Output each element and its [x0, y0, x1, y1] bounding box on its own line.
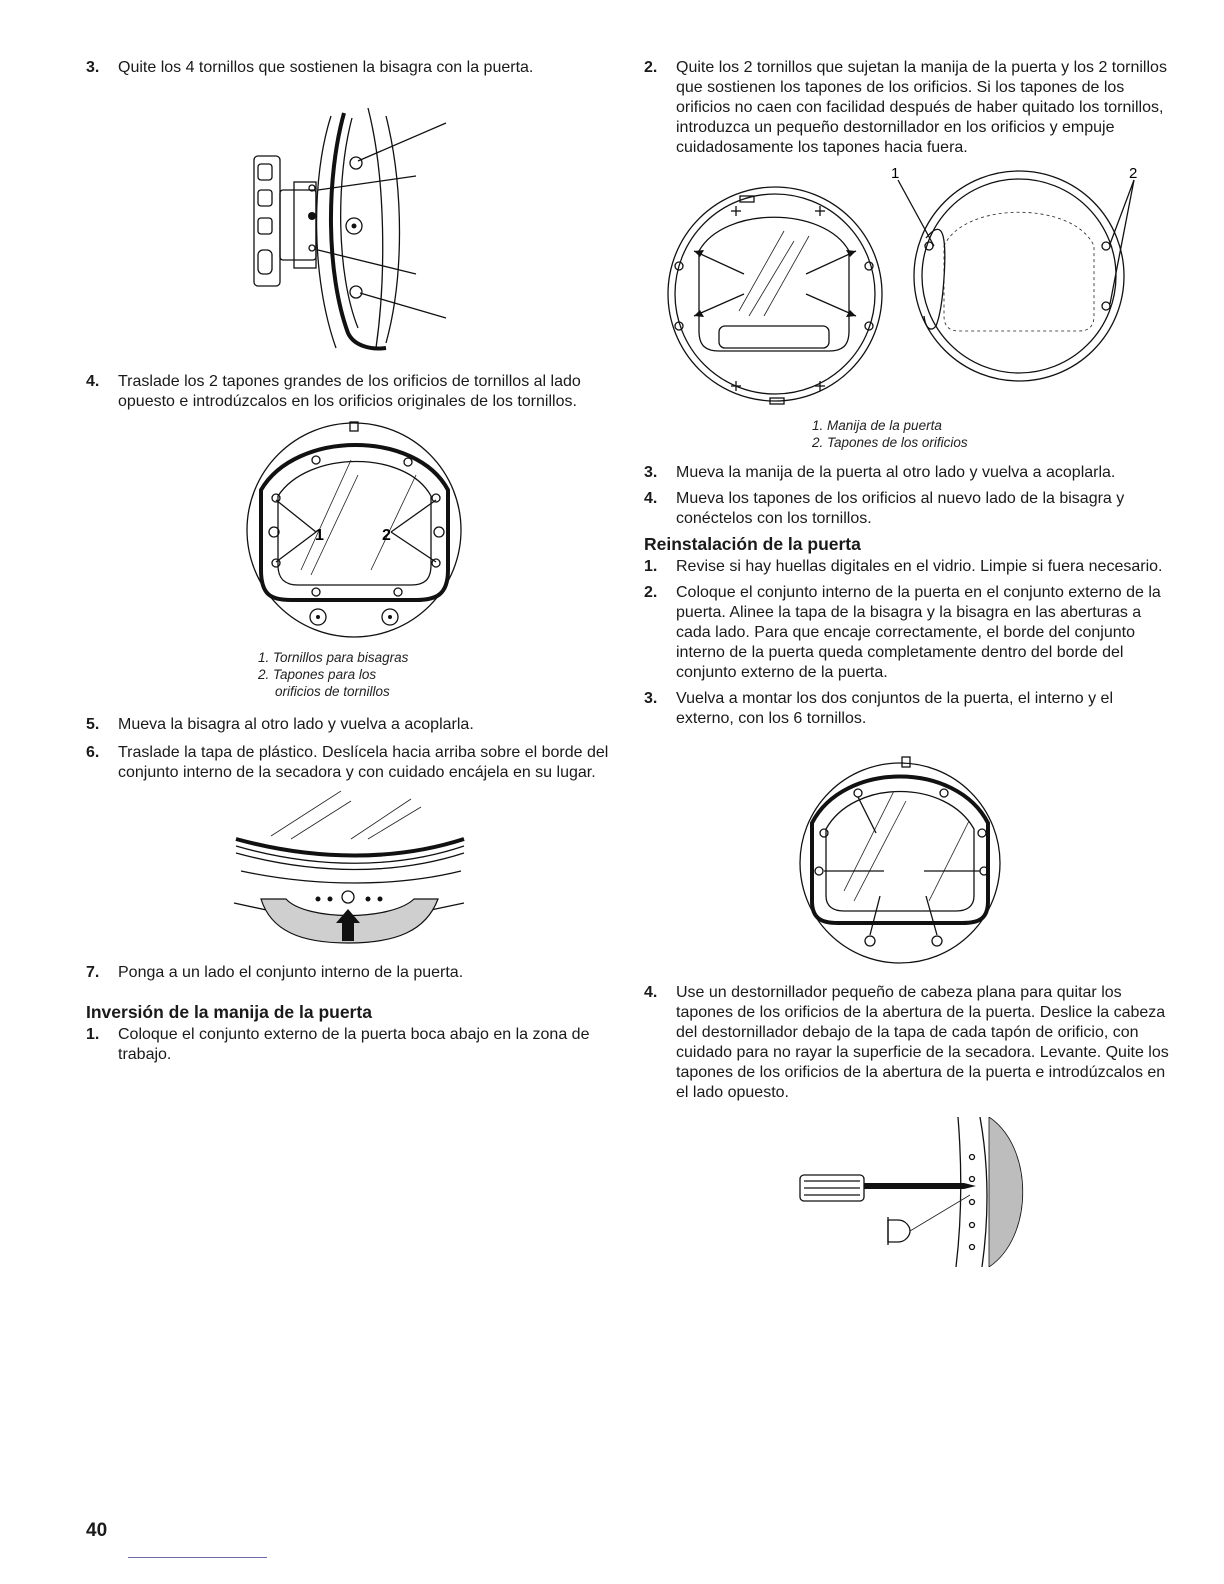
plastic-cover-illustration	[86, 791, 611, 951]
step-check-fingerprints	[644, 557, 1174, 577]
step-remove-handle-screws	[644, 58, 1174, 158]
step-text: Use un destornillador pequeño de cabeza plana para quitar los tapones de los orificios de la abertura de la puerta. Deslice la cabeza del destornillador debajo de la tapa de cada tapón de orificio, con cuidado para no rayar la superficie de la secadora. Levante. Quite los tapones de los orificios de la abertura de la puerta e introdúzcalos en el lado opuesto.	[676, 984, 1169, 1101]
step-text: Quite los 4 tornillos que sostienen la bisagra con la puerta.	[118, 59, 534, 76]
step-move-plugs	[644, 489, 1174, 529]
step-move-handle	[644, 463, 1174, 483]
section-heading-reverse-handle: Inversión de la manija de la puerta	[86, 1002, 372, 1022]
step-place-outer-door	[86, 1025, 611, 1065]
step-number: 1.	[644, 558, 658, 575]
footer-rule	[128, 1557, 267, 1558]
screwdriver-illustration	[644, 1117, 1174, 1267]
step-number: 6.	[86, 744, 100, 761]
figure-label-2: 2	[382, 527, 391, 544]
step-reassemble-door	[644, 689, 1174, 729]
step-number: 3.	[86, 59, 100, 76]
step-number: 5.	[86, 716, 100, 733]
caption-line-1: 1. Tornillos para bisagras	[258, 650, 409, 665]
left-column	[86, 58, 611, 1065]
step-number: 2.	[644, 584, 658, 601]
step-text: Mueva los tapones de los orificios al nuevo lado de la bisagra y conéctelos con los tornillos.	[676, 490, 1125, 527]
step-number: 2.	[644, 59, 658, 76]
step-number: 7.	[86, 964, 100, 981]
step-move-large-plugs	[86, 372, 611, 412]
step-text: Quite los 2 tornillos que sujetan la manija de la puerta y los 2 tornillos que sostienen los tapones de los orificios. Si los tapones de los orificios no caen con facilidad después de haber quitado los tornillos, introduzca un pequeño destornillador en los orificios y empuje cuidadosamente los tapones hacia fuera.	[676, 59, 1167, 156]
step-text: Ponga a un lado el conjunto interno de la puerta.	[118, 964, 464, 981]
section-heading-reinstall-door: Reinstalación de la puerta	[644, 534, 861, 554]
figure-caption	[812, 417, 1174, 451]
caption-line-1: 1. Manija de la puerta	[812, 418, 942, 433]
page-number: 40	[86, 1520, 108, 1541]
step-text: Traslade los 2 tapones grandes de los orificios de tornillos al lado opuesto e introdúzcalos en los orificios originales de los tornillos.	[118, 373, 581, 410]
step-number: 3.	[644, 464, 658, 481]
right-column	[644, 58, 1174, 1267]
figure-caption	[258, 649, 611, 700]
hinge-illustration	[86, 78, 611, 358]
reassembled-door-illustration	[644, 751, 1174, 971]
step-text: Coloque el conjunto interno de la puerta en el conjunto externo de la puerta. Alinee la tapa de la bisagra y la bisagra en las aberturas a cada lado. Para que encaje correctamente, el borde del conjunto interno de la puerta queda completamente dentro del borde del conjunto externo de la puerta.	[676, 584, 1161, 681]
step-text: Mueva la bisagra al otro lado y vuelva a acoplarla.	[118, 716, 474, 733]
step-number: 3.	[644, 690, 658, 707]
step-set-aside-inner-door	[86, 963, 611, 983]
step-text: Mueva la manija de la puerta al otro lado y vuelva a acoplarla.	[676, 464, 1116, 481]
step-text: Traslade la tapa de plástico. Deslícela hacia arriba sobre el borde del conjunto interno de la secadora y con cuidado encájela en su lugar.	[118, 744, 609, 781]
figure-label-2: 2	[1129, 166, 1138, 182]
step-number: 4.	[86, 373, 100, 390]
step-move-plastic-cover	[86, 743, 611, 783]
step-number: 1.	[86, 1026, 100, 1043]
step-place-inner-door	[644, 583, 1174, 683]
caption-line-2: 2. Tapones de los orificios	[812, 435, 968, 450]
step-number: 4.	[644, 984, 658, 1001]
figure-label-1: 1	[315, 527, 324, 544]
step-number: 4.	[644, 490, 658, 507]
figure-label-1: 1	[891, 166, 900, 182]
inner-door-illustration	[86, 420, 611, 645]
step-remove-hinge-screws	[86, 58, 611, 78]
caption-line-3: orificios de tornillos	[275, 684, 390, 699]
step-move-hinge	[86, 715, 611, 735]
step-remove-plugs-screwdriver	[644, 983, 1174, 1103]
step-text: Coloque el conjunto externo de la puerta boca abajo en la zona de trabajo.	[118, 1026, 590, 1063]
step-text: Vuelva a montar los dos conjuntos de la puerta, el interno y el externo, con los 6 tornillos.	[676, 690, 1113, 727]
door-handle-illustration	[644, 166, 1174, 411]
step-text: Revise si hay huellas digitales en el vidrio. Limpie si fuera necesario.	[676, 558, 1163, 575]
caption-line-2: 2. Tapones para los	[258, 667, 377, 682]
